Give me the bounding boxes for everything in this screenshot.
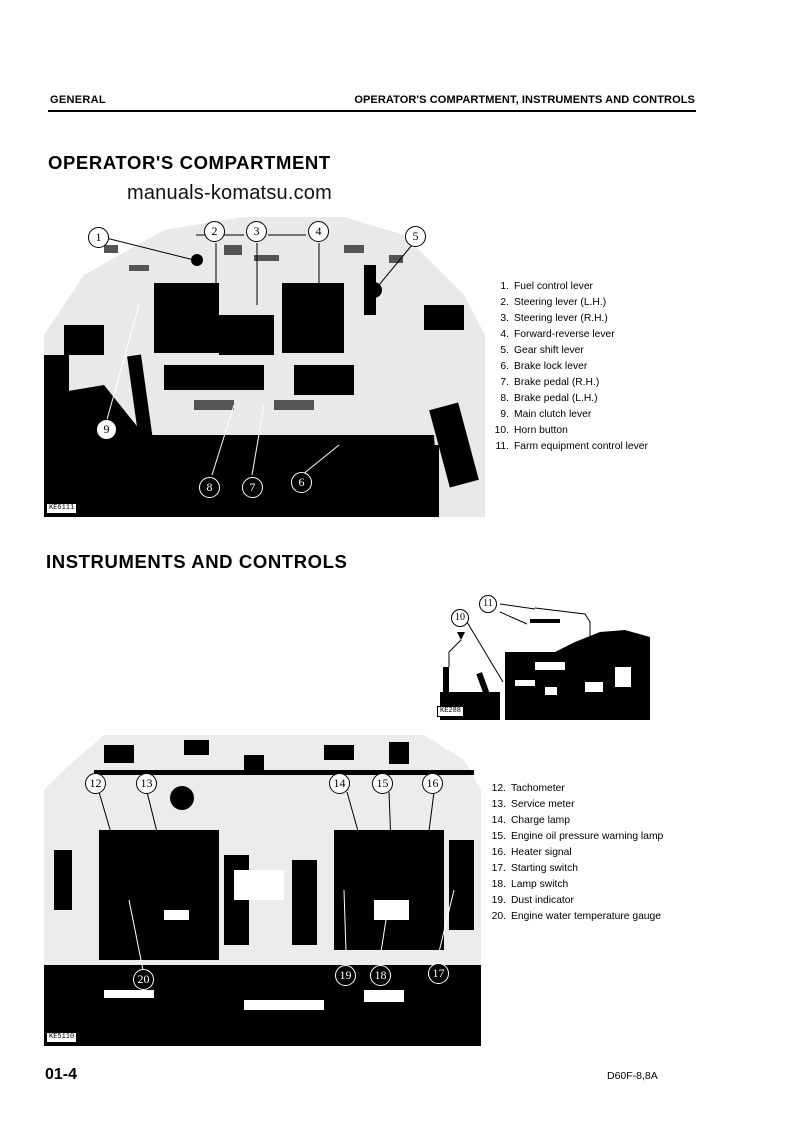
callout-17: 17 bbox=[428, 963, 449, 984]
callout-11: 11 bbox=[479, 595, 497, 613]
section-title-instruments-controls: INSTRUMENTS AND CONTROLS bbox=[46, 551, 348, 572]
callout-14: 14 bbox=[329, 773, 350, 794]
section-title-operator-compartment: OPERATOR'S COMPARTMENT bbox=[48, 152, 331, 173]
instruments-controls-legend bbox=[487, 781, 663, 925]
horn-farm-lever-illustration bbox=[435, 592, 650, 720]
model-number: D60F-8,8A bbox=[607, 1070, 658, 1082]
legend-item: 15. Engine oil pressure warning lamp bbox=[491, 831, 664, 842]
figure-code-small: KE288 bbox=[437, 706, 464, 717]
callout-16: 16 bbox=[422, 773, 443, 794]
horn-farm-lever-photo bbox=[435, 592, 650, 720]
legend-item: 6. Brake lock lever bbox=[500, 361, 588, 372]
instrument-panel-illustration bbox=[44, 730, 481, 1046]
legend-item: 16. Heater signal bbox=[491, 847, 572, 858]
callout-15: 15 bbox=[372, 773, 393, 794]
header-divider bbox=[48, 110, 696, 112]
legend-item: 13. Service meter bbox=[491, 799, 575, 810]
callout-9: 9 bbox=[96, 419, 117, 440]
figure-code-panel: KE5110 bbox=[46, 1032, 77, 1043]
callout-2: 2 bbox=[204, 221, 225, 242]
legend-item: 1. Fuel control lever bbox=[500, 281, 593, 292]
callout-4: 4 bbox=[308, 221, 329, 242]
legend-item: 4. Forward-reverse lever bbox=[500, 329, 615, 340]
callout-6: 6 bbox=[291, 472, 312, 493]
callout-19: 19 bbox=[335, 965, 356, 986]
legend-item: 17. Starting switch bbox=[491, 863, 578, 874]
operator-compartment-legend bbox=[490, 279, 648, 455]
callout-7: 7 bbox=[242, 477, 263, 498]
header-chapter-title: OPERATOR'S COMPARTMENT, INSTRUMENTS AND CONTROLS bbox=[354, 94, 695, 106]
callout-13: 13 bbox=[136, 773, 157, 794]
operator-compartment-illustration bbox=[44, 205, 485, 517]
operator-compartment-photo bbox=[44, 205, 485, 517]
legend-item: 10. Horn button bbox=[494, 425, 568, 436]
legend-item: 8. Brake pedal (L.H.) bbox=[500, 393, 598, 404]
figure-code: KE6111 bbox=[46, 503, 77, 514]
watermark: manuals-komatsu.com bbox=[127, 182, 332, 204]
callout-8: 8 bbox=[199, 477, 220, 498]
callout-1: 1 bbox=[88, 227, 109, 248]
header-section-label: GENERAL bbox=[50, 94, 106, 106]
instrument-panel-photo bbox=[44, 730, 481, 1046]
legend-item: 19. Dust indicator bbox=[491, 895, 574, 906]
legend-item: 18. Lamp switch bbox=[491, 879, 569, 890]
callout-20: 20 bbox=[133, 969, 154, 990]
legend-item: 3. Steering lever (R.H.) bbox=[500, 313, 608, 324]
legend-item: 12. Tachometer bbox=[491, 783, 565, 794]
callout-3: 3 bbox=[246, 221, 267, 242]
callout-12: 12 bbox=[85, 773, 106, 794]
legend-item: 5. Gear shift lever bbox=[500, 345, 584, 356]
callout-5: 5 bbox=[405, 226, 426, 247]
callout-18: 18 bbox=[370, 965, 391, 986]
legend-item: 2. Steering lever (L.H.) bbox=[500, 297, 607, 308]
page-number: 01-4 bbox=[45, 1066, 78, 1083]
legend-item: 11. Farm equipment control lever bbox=[495, 441, 648, 452]
legend-item: 14. Charge lamp bbox=[491, 815, 570, 826]
callout-10: 10 bbox=[451, 609, 469, 627]
legend-item: 7. Brake pedal (R.H.) bbox=[500, 377, 600, 388]
legend-item: 20. Engine water temperature gauge bbox=[491, 911, 661, 922]
legend-item: 9. Main clutch lever bbox=[500, 409, 592, 420]
